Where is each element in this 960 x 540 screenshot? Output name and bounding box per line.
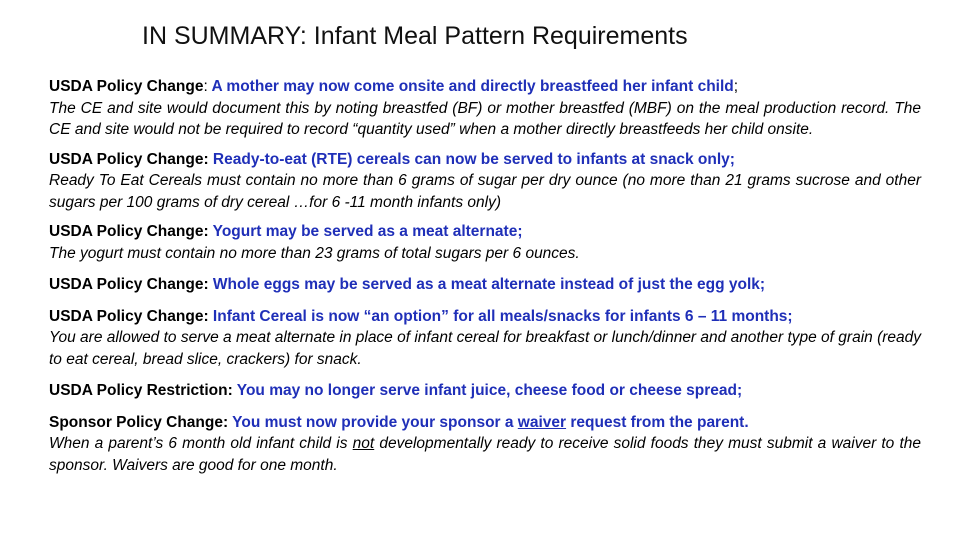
summary-list [49, 76, 921, 476]
policy-heading [49, 76, 921, 98]
policy-change-text: You may no longer serve infant juice, cheese food or cheese spread; [232, 382, 743, 399]
policy-change-text: Infant Cereal is now “an option” for all meals/snacks for infants 6 – 11 months; [208, 307, 793, 325]
policy-detail-start: When a parent’s 6 month old infant child is [49, 435, 353, 452]
policy-label: Sponsor Policy Change: [49, 413, 229, 431]
policy-detail-end: developmentally ready to receive solid foods they must submit a waiver to the sponsor. Waivers are good for one month. [49, 435, 921, 474]
summary-item-sponsor-waiver [49, 412, 921, 477]
policy-change-text: Yogurt may be served as a meat alternate; [208, 223, 523, 240]
summary-item-breastfeeding [49, 76, 921, 141]
policy-label: USDA Policy Change: [49, 276, 209, 293]
policy-detail [49, 433, 921, 476]
slide-title: IN SUMMARY: Infant Meal Pattern Requirements [142, 22, 688, 50]
policy-label: USDA Policy Change: [49, 150, 209, 168]
policy-label-colon: : [203, 78, 208, 95]
policy-label [49, 78, 208, 95]
summary-item-rte-cereals [49, 149, 921, 214]
policy-detail: You are allowed to serve a meat alternate in place of infant cereal for breakfast or lunch/dinner and another type of grain (ready to eat cereal, bread slice, crackers) for snack. [49, 329, 921, 368]
policy-change-text-end: request from the parent. [566, 413, 749, 431]
summary-item-whole-eggs [49, 274, 921, 296]
policy-label: USDA Policy Change: [49, 307, 209, 325]
policy-change-text: A mother may now come onsite and directly breastfeed her infant child [207, 78, 734, 95]
policy-detail: Ready To Eat Cereals must contain no more than 6 grams of sugar per dry ounce (no more than 21 grams sucrose and other sugars per 100 grams of dry cereal …for 6 -11 month infants only) [49, 172, 921, 211]
summary-item-yogurt [49, 221, 921, 264]
policy-heading [49, 306, 921, 328]
policy-change-text [228, 414, 749, 431]
not-underlined-word: not [352, 435, 375, 452]
policy-label: USDA Policy Restriction: [49, 382, 233, 399]
policy-heading [49, 274, 921, 296]
policy-heading [49, 221, 921, 243]
policy-heading [49, 149, 921, 171]
policy-change-text-start: You must now provide your sponsor a [228, 413, 518, 431]
policy-detail: The yogurt must contain no more than 23 grams of total sugars per 6 ounces. [49, 244, 580, 262]
policy-change-text: Whole eggs may be served as a meat alternate instead of just the egg yolk; [208, 276, 766, 293]
policy-change-text: Ready-to-eat (RTE) cereals can now be served to infants at snack only; [208, 150, 735, 168]
waiver-underlined-word: waiver [517, 413, 567, 431]
policy-heading [49, 380, 921, 402]
policy-heading [49, 412, 921, 434]
summary-item-infant-cereal [49, 306, 921, 371]
policy-label: USDA Policy Change: [49, 223, 209, 240]
policy-trailing-punctuation: ; [733, 78, 739, 95]
summary-item-juice-restriction [49, 380, 921, 402]
policy-label-text: USDA Policy Change [49, 78, 204, 95]
policy-detail: The CE and site would document this by noting breastfed (BF) or mother breastfed (MBF) on the meal production record. The CE and site would not be required to record “quantity used” when a mother directly breastfeeds her child onsite. [49, 99, 921, 138]
